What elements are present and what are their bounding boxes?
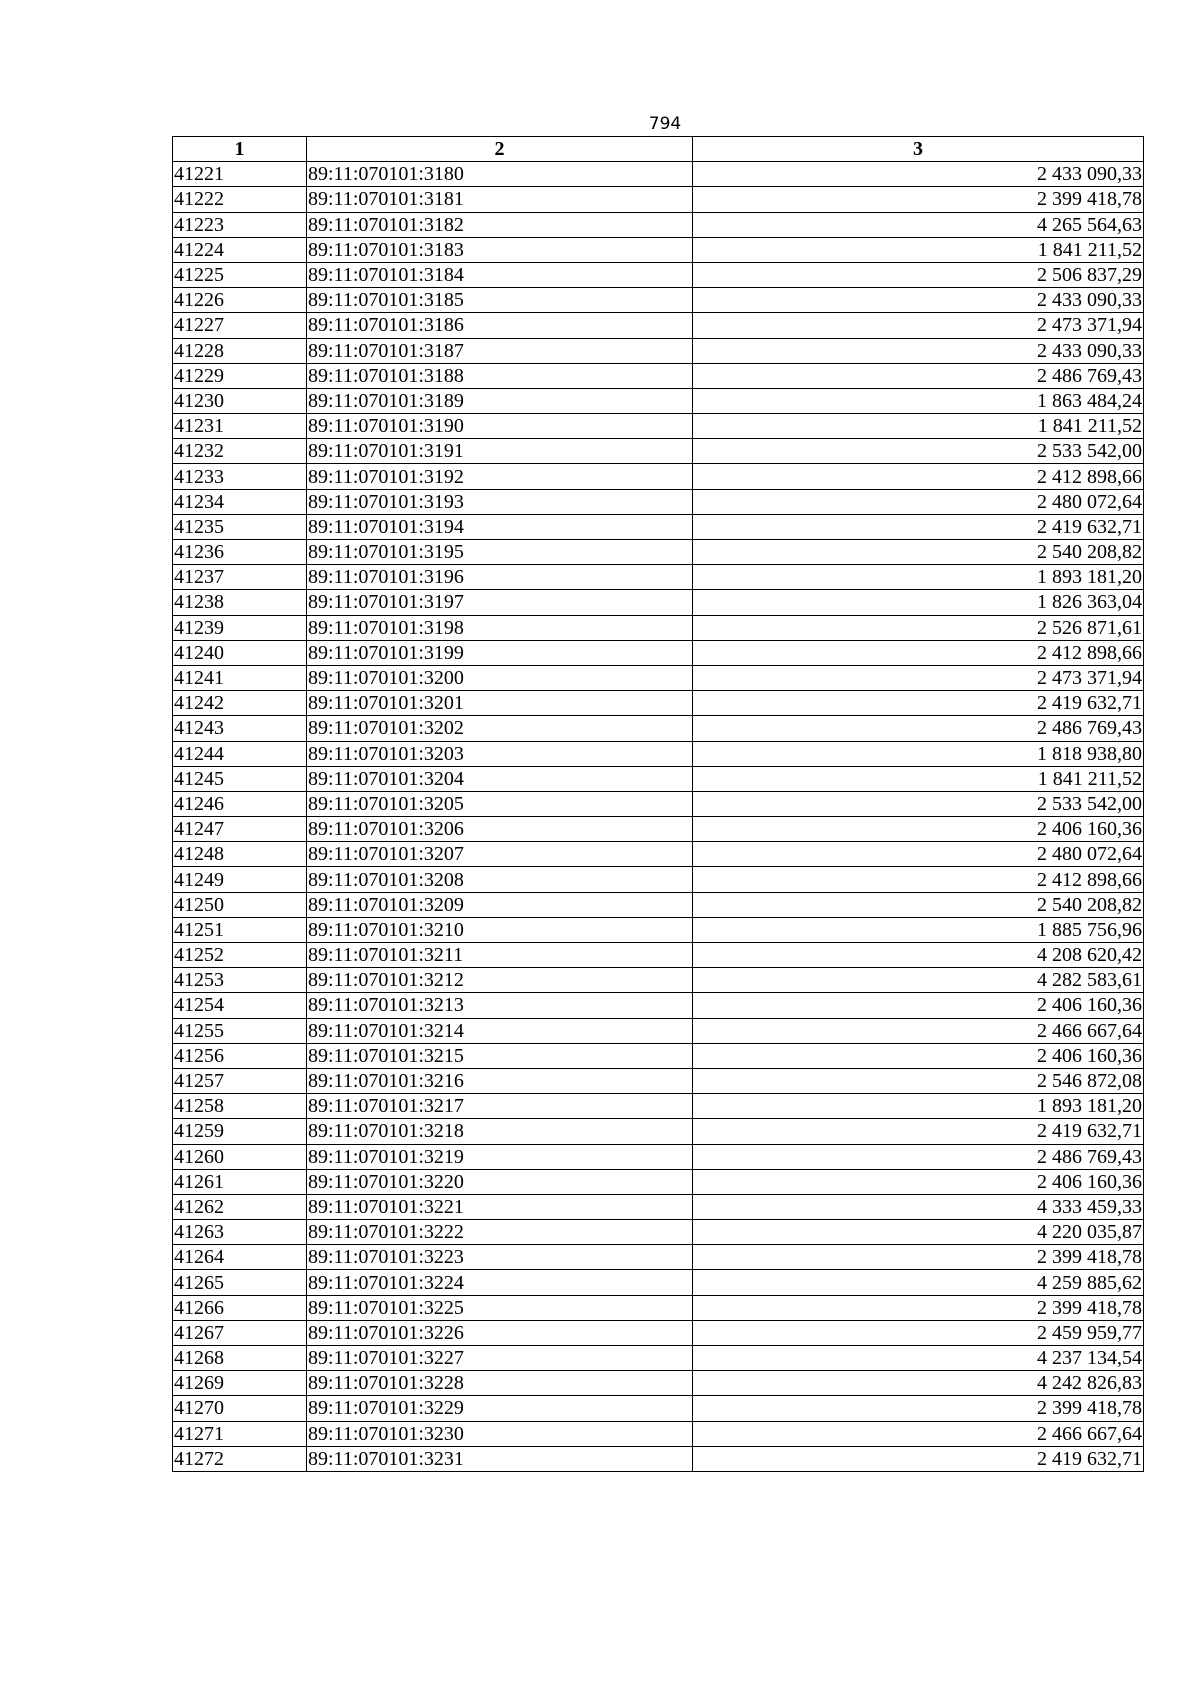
cadastral-number-cell: 89:11:070101:3183 [307,237,693,262]
cadastral-number-cell: 89:11:070101:3194 [307,514,693,539]
table-row [173,313,1144,338]
row-number-cell: 41245 [173,766,307,791]
cadastral-value-cell: 2 480 072,64 [693,489,1144,514]
table-row [173,1421,1144,1446]
column-header-1: 1 [173,137,307,162]
cadastral-value-cell: 2 459 959,77 [693,1320,1144,1345]
column-header-2: 2 [307,137,693,162]
cadastral-number-cell: 89:11:070101:3195 [307,540,693,565]
cadastral-number-cell: 89:11:070101:3213 [307,993,693,1018]
cadastral-number-cell: 89:11:070101:3223 [307,1245,693,1270]
cadastral-number-cell: 89:11:070101:3199 [307,640,693,665]
cadastral-number-cell: 89:11:070101:3192 [307,464,693,489]
cadastral-value-cell: 2 419 632,71 [693,1446,1144,1471]
table-row [173,716,1144,741]
cadastral-value-cell: 2 406 160,36 [693,817,1144,842]
row-number-cell: 41263 [173,1220,307,1245]
cadastral-number-cell: 89:11:070101:3216 [307,1068,693,1093]
table-row [173,1245,1144,1270]
row-number-cell: 41225 [173,262,307,287]
row-number-cell: 41224 [173,237,307,262]
row-number-cell: 41259 [173,1119,307,1144]
cadastral-number-cell: 89:11:070101:3191 [307,439,693,464]
row-number-cell: 41264 [173,1245,307,1270]
table-row [173,1446,1144,1471]
table-row [173,691,1144,716]
table-row [173,590,1144,615]
cadastral-value-cell: 1 893 181,20 [693,565,1144,590]
row-number-cell: 41242 [173,691,307,716]
cadastral-number-cell: 89:11:070101:3205 [307,791,693,816]
cadastral-value-cell: 4 220 035,87 [693,1220,1144,1245]
cadastral-value-cell: 2 466 667,64 [693,1421,1144,1446]
row-number-cell: 41253 [173,968,307,993]
row-number-cell: 41237 [173,565,307,590]
table-row [173,1295,1144,1320]
row-number-cell: 41236 [173,540,307,565]
cadastral-value-cell: 2 473 371,94 [693,665,1144,690]
table-header-row [173,137,1144,162]
table-row [173,1194,1144,1219]
cadastral-number-cell: 89:11:070101:3227 [307,1346,693,1371]
table-row [173,464,1144,489]
cadastral-value-cell: 1 885 756,96 [693,917,1144,942]
cadastral-value-cell: 2 419 632,71 [693,514,1144,539]
cadastral-number-cell: 89:11:070101:3188 [307,363,693,388]
table-row [173,842,1144,867]
cadastral-number-cell: 89:11:070101:3208 [307,867,693,892]
row-number-cell: 41267 [173,1320,307,1345]
cadastral-value-cell: 2 412 898,66 [693,464,1144,489]
cadastral-number-cell: 89:11:070101:3221 [307,1194,693,1219]
row-number-cell: 41223 [173,212,307,237]
table-row [173,943,1144,968]
table-row [173,262,1144,287]
cadastral-number-cell: 89:11:070101:3230 [307,1421,693,1446]
table-row [173,1068,1144,1093]
cadastral-value-cell: 2 533 542,00 [693,439,1144,464]
cadastral-value-cell: 1 893 181,20 [693,1094,1144,1119]
cadastral-number-cell: 89:11:070101:3224 [307,1270,693,1295]
cadastral-value-cell: 4 333 459,33 [693,1194,1144,1219]
cadastral-value-cell: 2 486 769,43 [693,1144,1144,1169]
cadastral-number-cell: 89:11:070101:3209 [307,892,693,917]
cadastral-value-cell: 1 841 211,52 [693,414,1144,439]
registry-table [172,136,1144,1472]
cadastral-value-cell: 2 406 160,36 [693,1169,1144,1194]
table-row [173,615,1144,640]
table-row [173,1018,1144,1043]
cadastral-value-cell: 4 282 583,61 [693,968,1144,993]
row-number-cell: 41231 [173,414,307,439]
cadastral-value-cell: 2 412 898,66 [693,867,1144,892]
row-number-cell: 41266 [173,1295,307,1320]
cadastral-value-cell: 2 480 072,64 [693,842,1144,867]
row-number-cell: 41269 [173,1371,307,1396]
table-row [173,288,1144,313]
row-number-cell: 41252 [173,943,307,968]
column-header-3: 3 [693,137,1144,162]
cadastral-number-cell: 89:11:070101:3201 [307,691,693,716]
table-row [173,1119,1144,1144]
table-row [173,665,1144,690]
table-row [173,439,1144,464]
row-number-cell: 41243 [173,716,307,741]
row-number-cell: 41262 [173,1194,307,1219]
row-number-cell: 41272 [173,1446,307,1471]
table-row [173,1371,1144,1396]
cadastral-value-cell: 2 433 090,33 [693,338,1144,363]
cadastral-value-cell: 4 259 885,62 [693,1270,1144,1295]
cadastral-number-cell: 89:11:070101:3189 [307,388,693,413]
row-number-cell: 41265 [173,1270,307,1295]
row-number-cell: 41241 [173,665,307,690]
cadastral-value-cell: 1 863 484,24 [693,388,1144,413]
cadastral-number-cell: 89:11:070101:3229 [307,1396,693,1421]
cadastral-value-cell: 1 841 211,52 [693,766,1144,791]
cadastral-value-cell: 2 506 837,29 [693,262,1144,287]
cadastral-number-cell: 89:11:070101:3203 [307,741,693,766]
row-number-cell: 41238 [173,590,307,615]
table-row [173,414,1144,439]
cadastral-value-cell: 2 406 160,36 [693,993,1144,1018]
cadastral-number-cell: 89:11:070101:3186 [307,313,693,338]
row-number-cell: 41261 [173,1169,307,1194]
row-number-cell: 41235 [173,514,307,539]
table-row [173,1094,1144,1119]
table-row [173,388,1144,413]
cadastral-number-cell: 89:11:070101:3219 [307,1144,693,1169]
cadastral-number-cell: 89:11:070101:3180 [307,162,693,187]
cadastral-number-cell: 89:11:070101:3214 [307,1018,693,1043]
table-row [173,565,1144,590]
table-body [173,162,1144,1472]
cadastral-number-cell: 89:11:070101:3182 [307,212,693,237]
row-number-cell: 41250 [173,892,307,917]
row-number-cell: 41246 [173,791,307,816]
table-row [173,968,1144,993]
cadastral-value-cell: 4 237 134,54 [693,1346,1144,1371]
table-row [173,993,1144,1018]
row-number-cell: 41257 [173,1068,307,1093]
row-number-cell: 41270 [173,1396,307,1421]
cadastral-value-cell: 2 546 872,08 [693,1068,1144,1093]
table-row [173,1169,1144,1194]
cadastral-number-cell: 89:11:070101:3184 [307,262,693,287]
table-row [173,766,1144,791]
table-row [173,1270,1144,1295]
cadastral-number-cell: 89:11:070101:3187 [307,338,693,363]
row-number-cell: 41248 [173,842,307,867]
cadastral-value-cell: 2 526 871,61 [693,615,1144,640]
row-number-cell: 41254 [173,993,307,1018]
cadastral-number-cell: 89:11:070101:3193 [307,489,693,514]
table-row [173,162,1144,187]
table-row [173,640,1144,665]
row-number-cell: 41260 [173,1144,307,1169]
cadastral-value-cell: 2 473 371,94 [693,313,1144,338]
cadastral-value-cell: 2 486 769,43 [693,363,1144,388]
cadastral-value-cell: 1 818 938,80 [693,741,1144,766]
table-row [173,489,1144,514]
cadastral-value-cell: 2 419 632,71 [693,691,1144,716]
table-row [173,1220,1144,1245]
cadastral-number-cell: 89:11:070101:3190 [307,414,693,439]
table-row [173,212,1144,237]
table-row [173,791,1144,816]
cadastral-number-cell: 89:11:070101:3226 [307,1320,693,1345]
row-number-cell: 41256 [173,1043,307,1068]
cadastral-value-cell: 2 486 769,43 [693,716,1144,741]
cadastral-value-cell: 2 466 667,64 [693,1018,1144,1043]
row-number-cell: 41221 [173,162,307,187]
cadastral-number-cell: 89:11:070101:3211 [307,943,693,968]
cadastral-number-cell: 89:11:070101:3198 [307,615,693,640]
cadastral-number-cell: 89:11:070101:3185 [307,288,693,313]
table-row [173,187,1144,212]
cadastral-number-cell: 89:11:070101:3228 [307,1371,693,1396]
cadastral-value-cell: 2 433 090,33 [693,162,1144,187]
row-number-cell: 41244 [173,741,307,766]
cadastral-value-cell: 2 433 090,33 [693,288,1144,313]
row-number-cell: 41247 [173,817,307,842]
cadastral-value-cell: 2 540 208,82 [693,892,1144,917]
cadastral-number-cell: 89:11:070101:3218 [307,1119,693,1144]
cadastral-number-cell: 89:11:070101:3212 [307,968,693,993]
cadastral-number-cell: 89:11:070101:3231 [307,1446,693,1471]
cadastral-value-cell: 2 419 632,71 [693,1119,1144,1144]
row-number-cell: 41222 [173,187,307,212]
row-number-cell: 41233 [173,464,307,489]
row-number-cell: 41240 [173,640,307,665]
table-row [173,237,1144,262]
table-row [173,363,1144,388]
page-number: 794 [648,114,682,134]
row-number-cell: 41239 [173,615,307,640]
table-row [173,540,1144,565]
cadastral-value-cell: 2 399 418,78 [693,1245,1144,1270]
cadastral-value-cell: 1 826 363,04 [693,590,1144,615]
cadastral-value-cell: 4 242 826,83 [693,1371,1144,1396]
cadastral-number-cell: 89:11:070101:3206 [307,817,693,842]
row-number-cell: 41234 [173,489,307,514]
cadastral-number-cell: 89:11:070101:3210 [307,917,693,942]
table-row [173,817,1144,842]
row-number-cell: 41230 [173,388,307,413]
table-row [173,917,1144,942]
cadastral-number-cell: 89:11:070101:3200 [307,665,693,690]
cadastral-value-cell: 2 399 418,78 [693,1396,1144,1421]
cadastral-value-cell: 4 265 564,63 [693,212,1144,237]
row-number-cell: 41255 [173,1018,307,1043]
cadastral-number-cell: 89:11:070101:3215 [307,1043,693,1068]
table-row [173,1346,1144,1371]
cadastral-number-cell: 89:11:070101:3225 [307,1295,693,1320]
row-number-cell: 41229 [173,363,307,388]
cadastral-number-cell: 89:11:070101:3222 [307,1220,693,1245]
cadastral-value-cell: 2 412 898,66 [693,640,1144,665]
row-number-cell: 41271 [173,1421,307,1446]
cadastral-number-cell: 89:11:070101:3217 [307,1094,693,1119]
table-row [173,741,1144,766]
cadastral-value-cell: 2 533 542,00 [693,791,1144,816]
cadastral-number-cell: 89:11:070101:3204 [307,766,693,791]
table-row [173,1043,1144,1068]
cadastral-number-cell: 89:11:070101:3197 [307,590,693,615]
row-number-cell: 41251 [173,917,307,942]
row-number-cell: 41232 [173,439,307,464]
table-row [173,867,1144,892]
row-number-cell: 41226 [173,288,307,313]
table-row [173,892,1144,917]
row-number-cell: 41227 [173,313,307,338]
row-number-cell: 41258 [173,1094,307,1119]
cadastral-value-cell: 2 399 418,78 [693,1295,1144,1320]
row-number-cell: 41268 [173,1346,307,1371]
cadastral-number-cell: 89:11:070101:3202 [307,716,693,741]
cadastral-value-cell: 4 208 620,42 [693,943,1144,968]
table-row [173,1320,1144,1345]
cadastral-value-cell: 1 841 211,52 [693,237,1144,262]
cadastral-value-cell: 2 406 160,36 [693,1043,1144,1068]
cadastral-value-cell: 2 540 208,82 [693,540,1144,565]
table-row [173,1396,1144,1421]
table-row [173,338,1144,363]
row-number-cell: 41228 [173,338,307,363]
cadastral-number-cell: 89:11:070101:3196 [307,565,693,590]
cadastral-number-cell: 89:11:070101:3181 [307,187,693,212]
table-row [173,514,1144,539]
cadastral-number-cell: 89:11:070101:3220 [307,1169,693,1194]
row-number-cell: 41249 [173,867,307,892]
cadastral-value-cell: 2 399 418,78 [693,187,1144,212]
cadastral-number-cell: 89:11:070101:3207 [307,842,693,867]
table-row [173,1144,1144,1169]
